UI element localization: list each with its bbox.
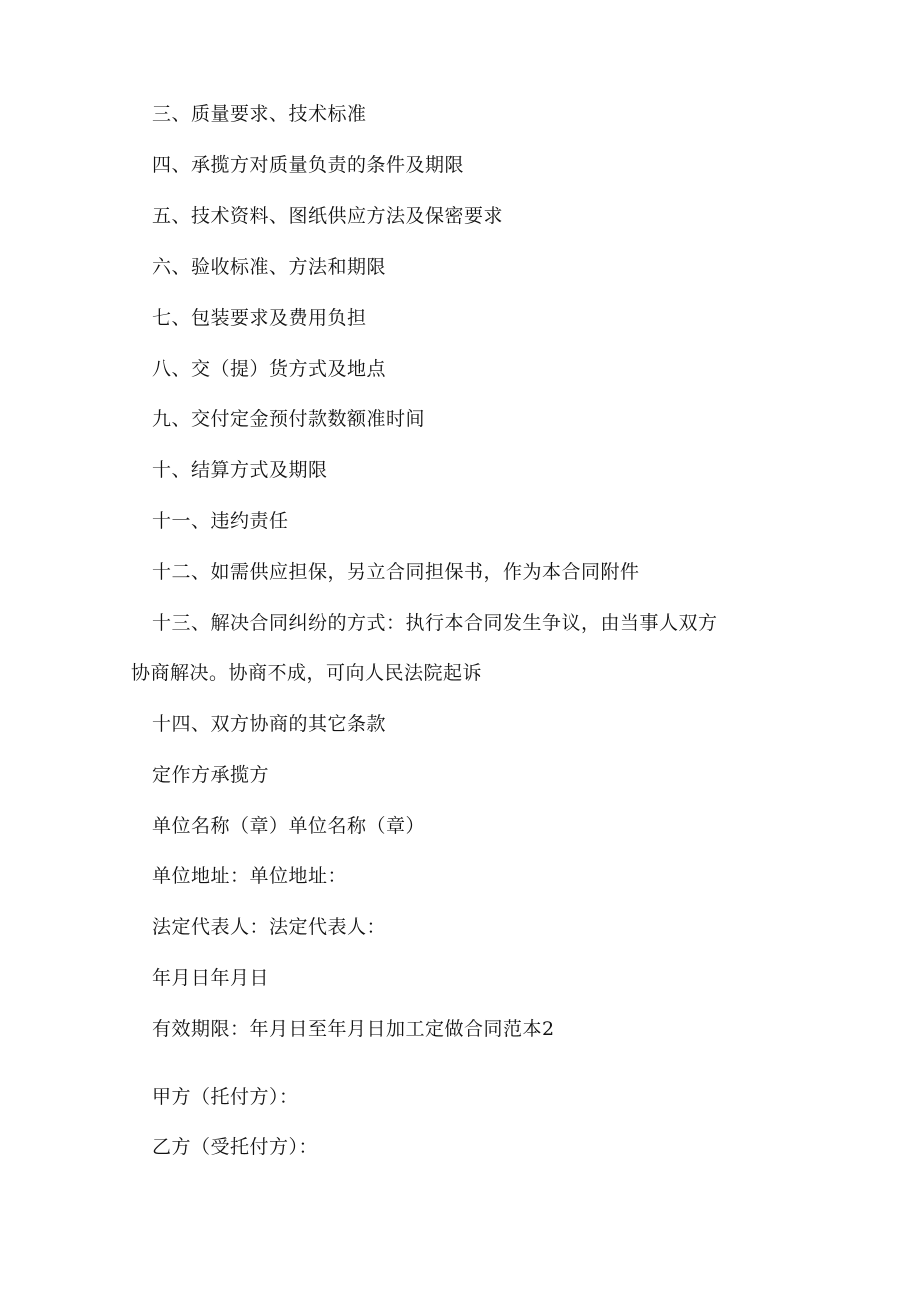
clause-5: 五、技术资料、图纸供应方法及保密要求 <box>152 205 504 227</box>
party-a-line: 甲方（托付方）： <box>152 1086 299 1108</box>
clause-3: 三、质量要求、技术标准 <box>152 103 367 125</box>
clause-14: 十四、双方协商的其它条款 <box>152 713 387 735</box>
validity-period-line: 有效期限：年月日至年月日加工定做合同范本2 <box>152 1018 555 1040</box>
clause-11: 十一、违约责任 <box>152 510 289 532</box>
clause-9: 九、交付定金预付款数额准时间 <box>152 408 426 430</box>
clause-13: 十三、解决合同纠纷的方式：执行本合同发生争议，由当事人双方 <box>152 612 718 634</box>
clause-13-continued: 协商解决。协商不成，可向人民法院起诉 <box>131 662 483 684</box>
clause-6: 六、验收标准、方法和期限 <box>152 256 387 278</box>
unit-address-line: 单位地址：单位地址： <box>152 865 348 887</box>
unit-name-line: 单位名称（章）单位名称（章） <box>152 815 426 837</box>
clause-12: 十二、如需供应担保，另立合同担保书，作为本合同附件 <box>152 561 640 583</box>
clause-8: 八、交（提）货方式及地点 <box>152 358 387 380</box>
date-line: 年月日年月日 <box>152 967 270 989</box>
clause-7: 七、包装要求及费用负担 <box>152 307 367 329</box>
party-headings: 定作方承揽方 <box>152 764 270 786</box>
clause-10: 十、结算方式及期限 <box>152 459 328 481</box>
legal-representative-line: 法定代表人：法定代表人： <box>152 916 387 938</box>
party-b-line: 乙方（受托付方）： <box>152 1136 319 1158</box>
clause-4: 四、承揽方对质量负责的条件及期限 <box>152 154 465 176</box>
